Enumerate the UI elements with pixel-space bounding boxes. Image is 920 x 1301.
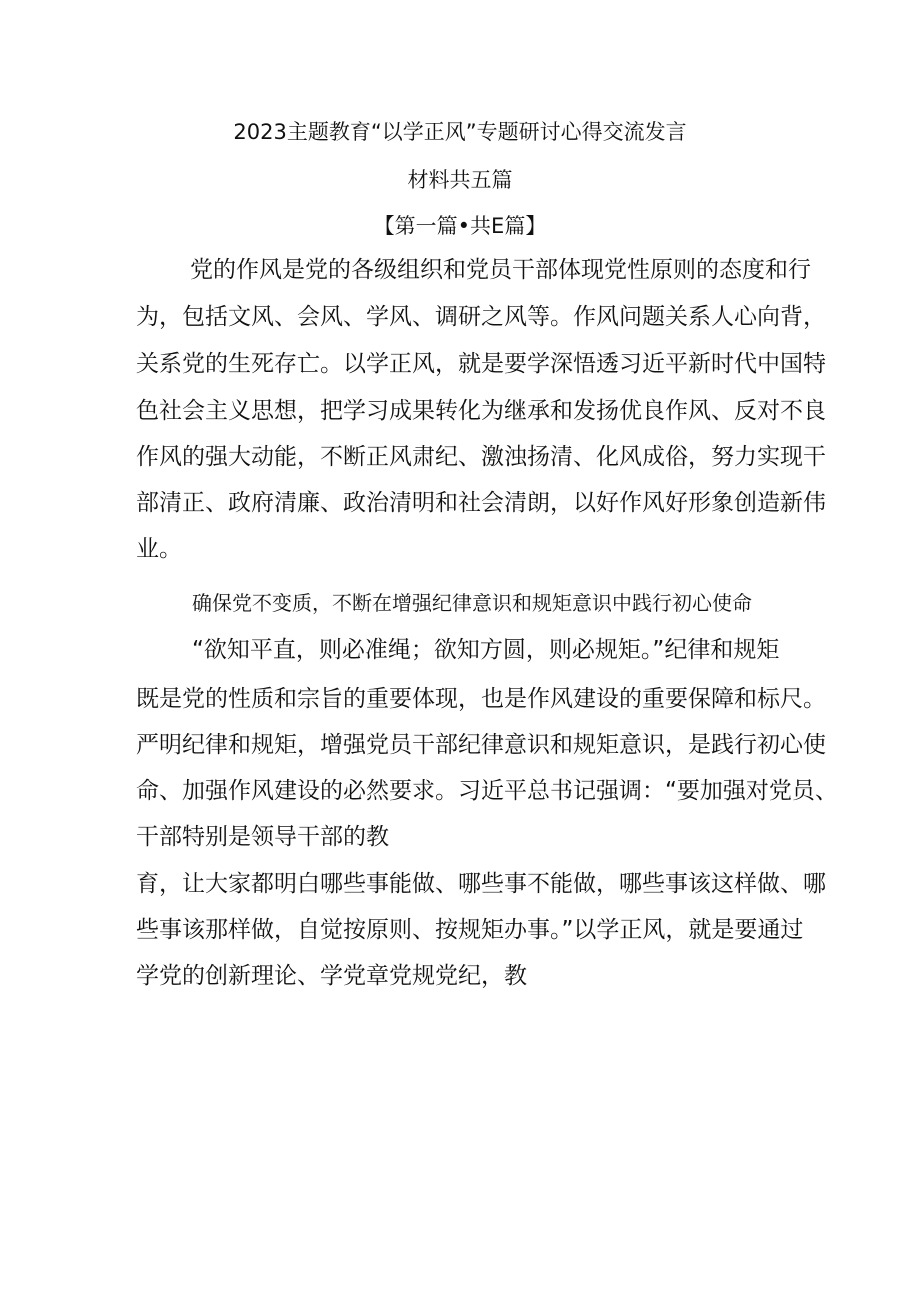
- paragraph-line: “欲知平直，则必准绳；欲知方圆，则必规矩。”纪律和规矩: [192, 637, 780, 663]
- paragraph-line: 学党的创新理论、学党章党规党纪，教: [136, 963, 527, 989]
- paragraph-line: 党的作风是党的各级组织和党员干部体现党性原则的态度和行: [190, 257, 811, 283]
- paragraph-line: 育，让大家都明白哪些事能做、哪些事不能做，哪些事该这样做、哪: [136, 871, 826, 897]
- document-title-continued: 材料共五篇: [407, 168, 513, 192]
- paragraph-line: 作风的强大动能，不断正风肃纪、激浊扬清、化风成俗，努力实现干: [136, 444, 826, 470]
- section-label: 【第一篇•共E篇】: [373, 214, 547, 238]
- paragraph-line: 业。: [136, 536, 182, 562]
- paragraph-line: 严明纪律和规矩，增强党员干部纪律意识和规矩意识，是践行初心使: [136, 732, 826, 758]
- paragraph-line: 为，包括文风、会风、学风、调研之风等。作风问题关系人心向背，: [136, 304, 826, 330]
- document-title: 2023主题教育“以学正风”专题研讨心得交流发言: [233, 120, 687, 144]
- paragraph-line: 些事该那样做，自觉按原则、按规矩办事。”以学正风，就是要通过: [136, 917, 804, 943]
- paragraph-line: 干部特别是领导干部的教: [136, 824, 389, 850]
- paragraph-line: 关系党的生死存亡。以学正风，就是要学深悟透习近平新时代中国特: [136, 351, 826, 377]
- paragraph-line: 命、加强作风建设的必然要求。习近平总书记强调：“要加强对党员、: [136, 778, 838, 804]
- paragraph-line: 既是党的性质和宗旨的重要体现，也是作风建设的重要保障和标尺。: [136, 686, 826, 712]
- paragraph-line: 部清正、政府清廉、政治清明和社会清朗，以好作风好形象创造新伟: [136, 490, 826, 516]
- subheading: 确保党不变质，不断在增强纪律意识和规矩意识中践行初心使命: [192, 591, 752, 615]
- paragraph-line: 色社会主义思想，把学习成果转化为继承和发扬优良作风、反对不良: [136, 398, 826, 424]
